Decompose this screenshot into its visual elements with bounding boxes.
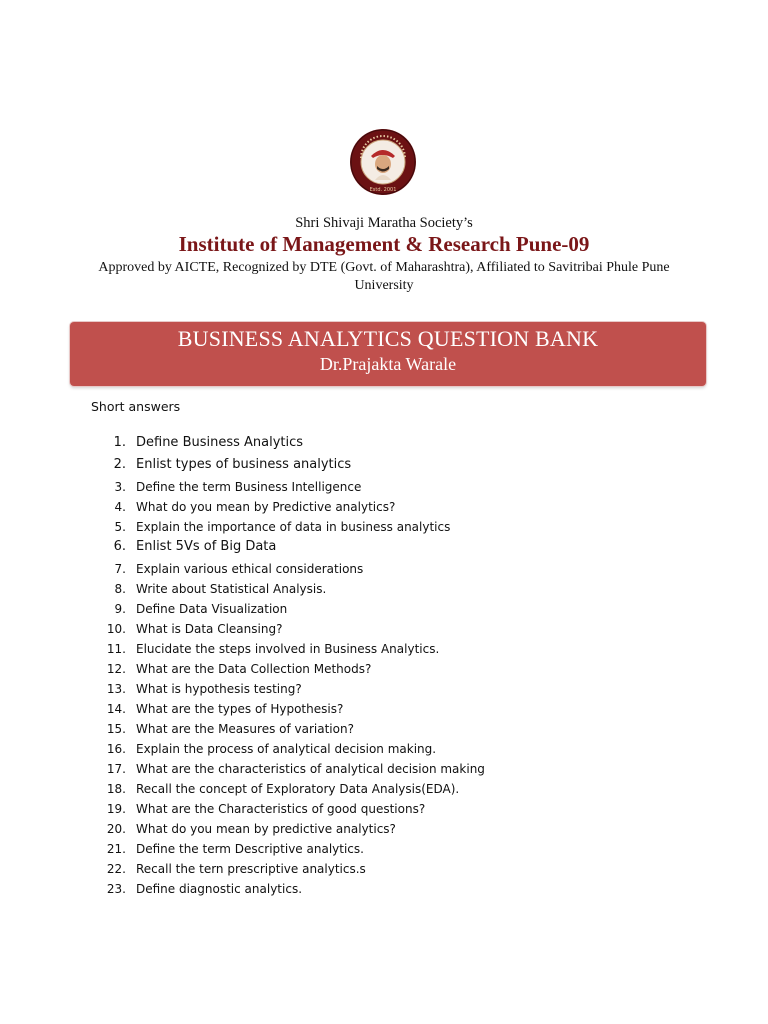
question-text: Explain various ethical considerations bbox=[136, 562, 364, 576]
list-item bbox=[100, 477, 485, 497]
question-number: 9. bbox=[114, 602, 126, 616]
question-text: What is hypothesis testing? bbox=[136, 682, 302, 696]
question-text: What are the characteristics of analytical decision making bbox=[136, 762, 485, 776]
list-item bbox=[100, 599, 485, 619]
question-text: Define diagnostic analytics. bbox=[136, 882, 303, 896]
question-number: 12. bbox=[106, 662, 126, 676]
question-text: Enlist 5Vs of Big Data bbox=[136, 539, 277, 554]
list-item bbox=[100, 799, 485, 819]
list-item bbox=[100, 779, 485, 799]
institute-seal-icon bbox=[349, 128, 417, 196]
list-item bbox=[100, 699, 485, 719]
question-number: 22. bbox=[106, 862, 126, 876]
svg-text:Estd. 2001: Estd. 2001 bbox=[369, 187, 397, 193]
list-item bbox=[100, 639, 485, 659]
question-text: What are the Characteristics of good questions? bbox=[136, 802, 426, 816]
question-number: 10. bbox=[106, 622, 126, 636]
question-text: Explain the importance of data in business analytics bbox=[136, 520, 451, 534]
list-item bbox=[100, 819, 485, 839]
document-title: BUSINESS ANALYTICS QUESTION BANK bbox=[177, 326, 599, 351]
list-item bbox=[100, 619, 485, 639]
list-item bbox=[100, 719, 485, 739]
question-number: 15. bbox=[106, 722, 126, 736]
list-item bbox=[100, 659, 485, 679]
question-number: 7. bbox=[114, 562, 126, 576]
question-number: 16. bbox=[106, 742, 126, 756]
question-text: What do you mean by predictive analytics? bbox=[136, 822, 396, 836]
section-heading: Short answers bbox=[91, 399, 181, 414]
question-number: 21. bbox=[106, 842, 126, 856]
list-item bbox=[100, 579, 485, 599]
list-item bbox=[100, 537, 485, 559]
list-item bbox=[100, 879, 485, 899]
question-text: Define Business Analytics bbox=[136, 435, 304, 450]
question-number: 18. bbox=[106, 782, 126, 796]
list-item bbox=[100, 455, 485, 477]
question-text: Recall the concept of Exploratory Data Analysis(EDA). bbox=[136, 782, 460, 796]
question-number: 1. bbox=[113, 435, 126, 450]
question-text: Define Data Visualization bbox=[136, 602, 288, 616]
question-text: Explain the process of analytical decision making. bbox=[136, 742, 437, 756]
question-text: What are the Measures of variation? bbox=[136, 722, 354, 736]
question-text: What are the types of Hypothesis? bbox=[136, 702, 344, 716]
list-item bbox=[100, 517, 485, 537]
list-item bbox=[100, 679, 485, 699]
approval-statement: Approved by AICTE, Recognized by DTE (Govt. of Maharashtra), Affiliated to Savitribai Phule Pune University bbox=[98, 260, 670, 293]
title-banner bbox=[70, 322, 706, 386]
question-number: 13. bbox=[106, 682, 126, 696]
question-list bbox=[100, 433, 485, 899]
list-item bbox=[100, 759, 485, 779]
question-number: 19. bbox=[106, 802, 126, 816]
list-item bbox=[100, 559, 485, 579]
question-text: What do you mean by Predictive analytics? bbox=[136, 500, 396, 514]
question-number: 11. bbox=[106, 642, 126, 656]
question-number: 17. bbox=[106, 762, 126, 776]
question-text: Enlist types of business analytics bbox=[136, 457, 352, 472]
question-number: 8. bbox=[114, 582, 126, 596]
institute-name: Institute of Management & Research Pune-09 bbox=[178, 232, 590, 256]
question-text: Define the term Descriptive analytics. bbox=[136, 842, 364, 856]
question-number: 4. bbox=[114, 500, 126, 514]
question-text: Elucidate the steps involved in Business Analytics. bbox=[136, 642, 440, 656]
question-number: 3. bbox=[114, 480, 126, 494]
question-text: Define the term Business Intelligence bbox=[136, 480, 362, 494]
question-number: 6. bbox=[113, 539, 126, 554]
question-text: What is Data Cleansing? bbox=[136, 622, 283, 636]
question-number: 5. bbox=[114, 520, 126, 534]
question-text: What are the Data Collection Methods? bbox=[136, 662, 372, 676]
author-name: Dr.Prajakta Warale bbox=[319, 354, 457, 374]
society-name: Shri Shivaji Maratha Society’s bbox=[295, 215, 473, 231]
question-text: Write about Statistical Analysis. bbox=[136, 582, 327, 596]
list-item bbox=[100, 859, 485, 879]
question-number: 2. bbox=[113, 457, 126, 472]
list-item bbox=[100, 739, 485, 759]
list-item bbox=[100, 433, 485, 455]
question-number: 23. bbox=[106, 882, 126, 896]
list-item bbox=[100, 497, 485, 517]
question-number: 14. bbox=[106, 702, 126, 716]
question-number: 20. bbox=[106, 822, 126, 836]
list-item bbox=[100, 839, 485, 859]
question-text: Recall the tern prescriptive analytics.s bbox=[136, 862, 366, 876]
